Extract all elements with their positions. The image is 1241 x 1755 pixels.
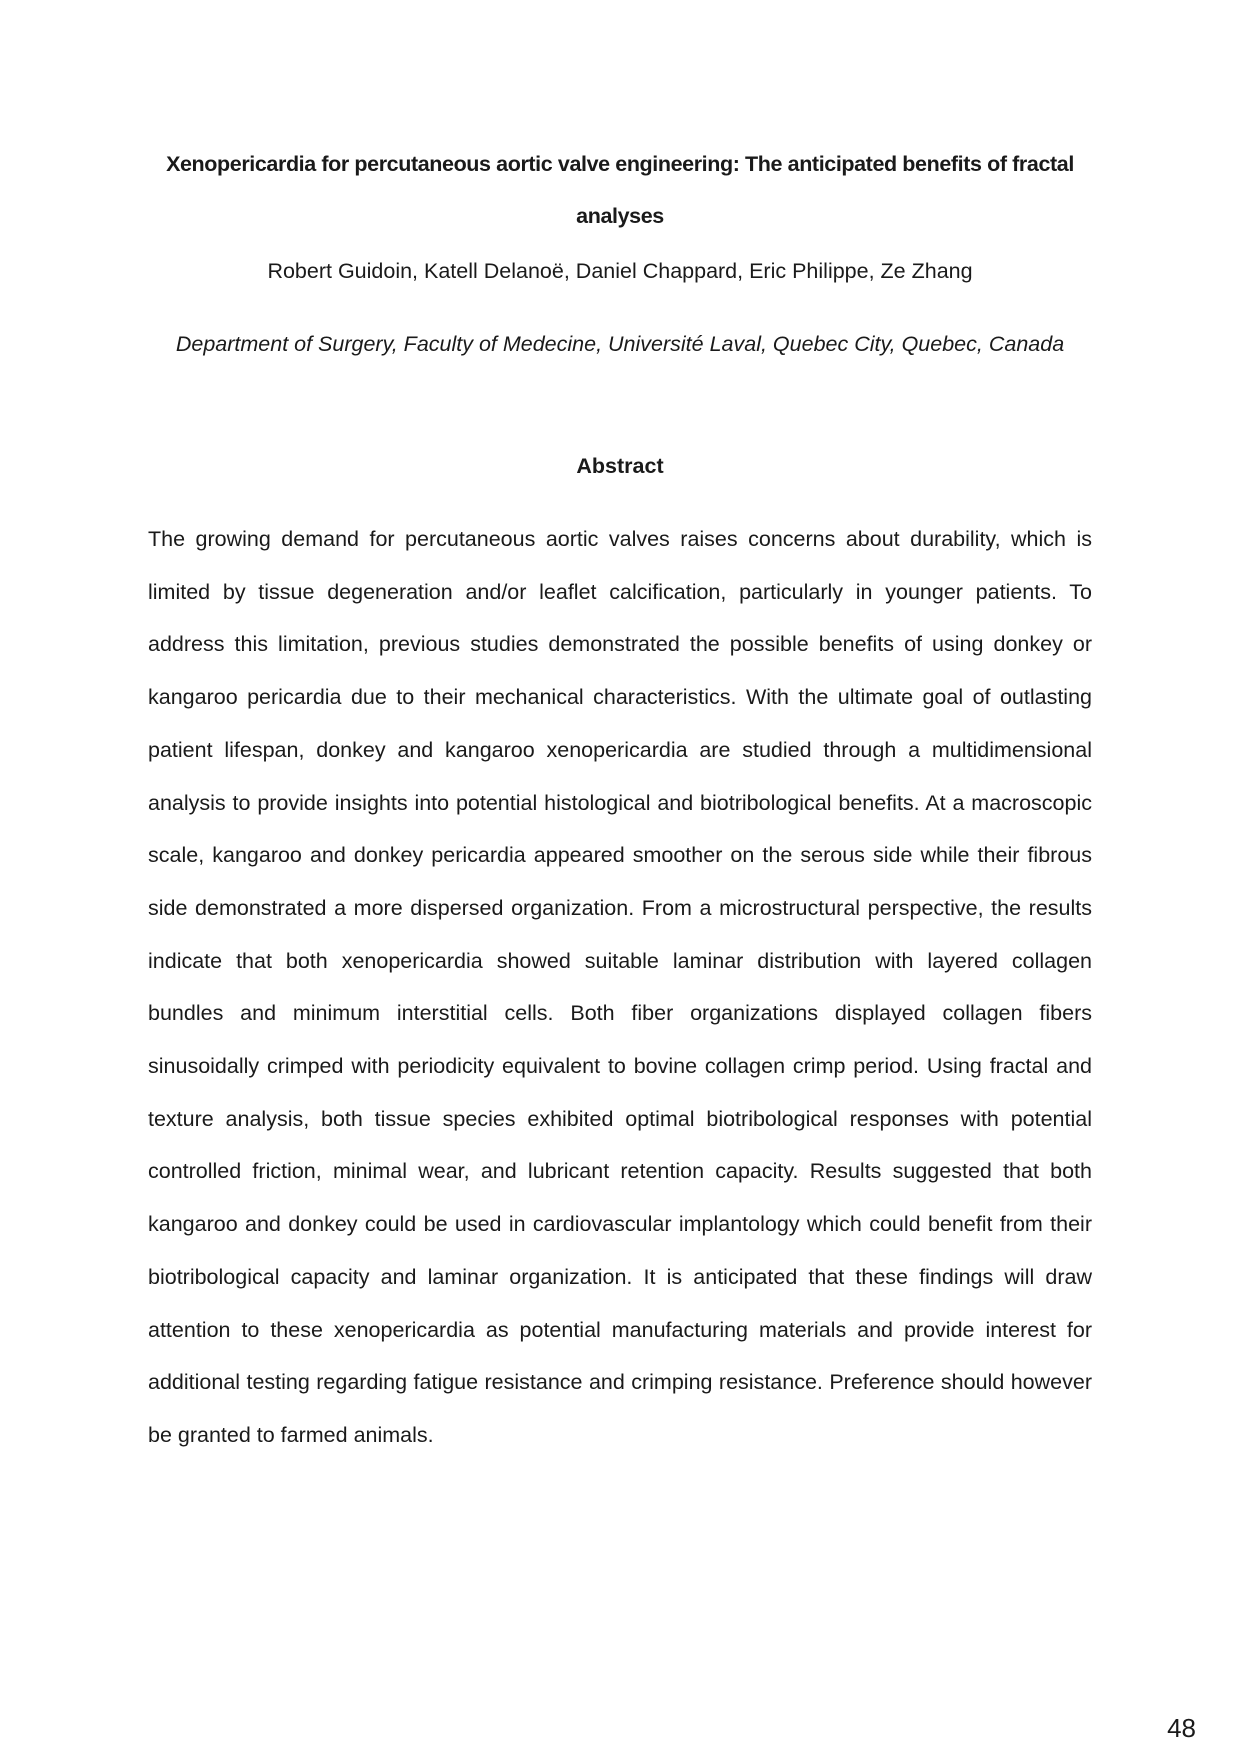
page-number: 48 <box>1167 1713 1196 1743</box>
abstract-heading: Abstract <box>576 454 664 478</box>
author-affiliation: Department of Surgery, Faculty of Medecine, Université Laval, Quebec City, Quebec, Canada <box>175 332 1065 356</box>
author-list: Robert Guidoin, Katell Delanoë, Daniel Chappard, Eric Philippe, Ze Zhang <box>267 259 973 283</box>
abstract-body: The growing demand for percutaneous aortic valves raises concerns about durability, which is limited by tissue degeneration and/or leaflet calcification, particularly in younger patients. To address this limitation, previous studies demonstrated the possible benefits of using donkey or kangaroo pericardia due to their mechanical characteristics. With the ultimate goal of outlasting patient lifespan, donkey and kangaroo xenopericardia are studied through a multidimensional analysis to provide insights into potential histological and biotribological benefits. At a macroscopic scale, kangaroo and donkey pericardia appeared smoother on the serous side while their fibrous side demonstrated a more dispersed organization. From a microstructural perspective, the results indicate that both xenopericardia showed suitable laminar distribution with layered collagen bundles and minimum interstitial cells. Both fiber organizations displayed collagen fibers sinusoidally crimped with periodicity equivalent to bovine collagen crimp period. Using fractal and texture analysis, both tissue species exhibited optimal biotribological responses with potential controlled friction, minimal wear, and lubricant retention capacity. Results suggested that both kangaroo and donkey could be used in cardiovascular implantology which could benefit from their biotribological capacity and laminar organization. It is anticipated that these findings will draw attention to these xenopericardia as potential manufacturing materials and provide interest for additional testing regarding fatigue resistance and crimping resistance. Preference should however be granted to farmed animals. <box>148 527 1092 1447</box>
paper-title: Xenopericardia for percutaneous aortic valve engineering: The anticipated benefits of fractal analyses <box>166 152 1074 228</box>
